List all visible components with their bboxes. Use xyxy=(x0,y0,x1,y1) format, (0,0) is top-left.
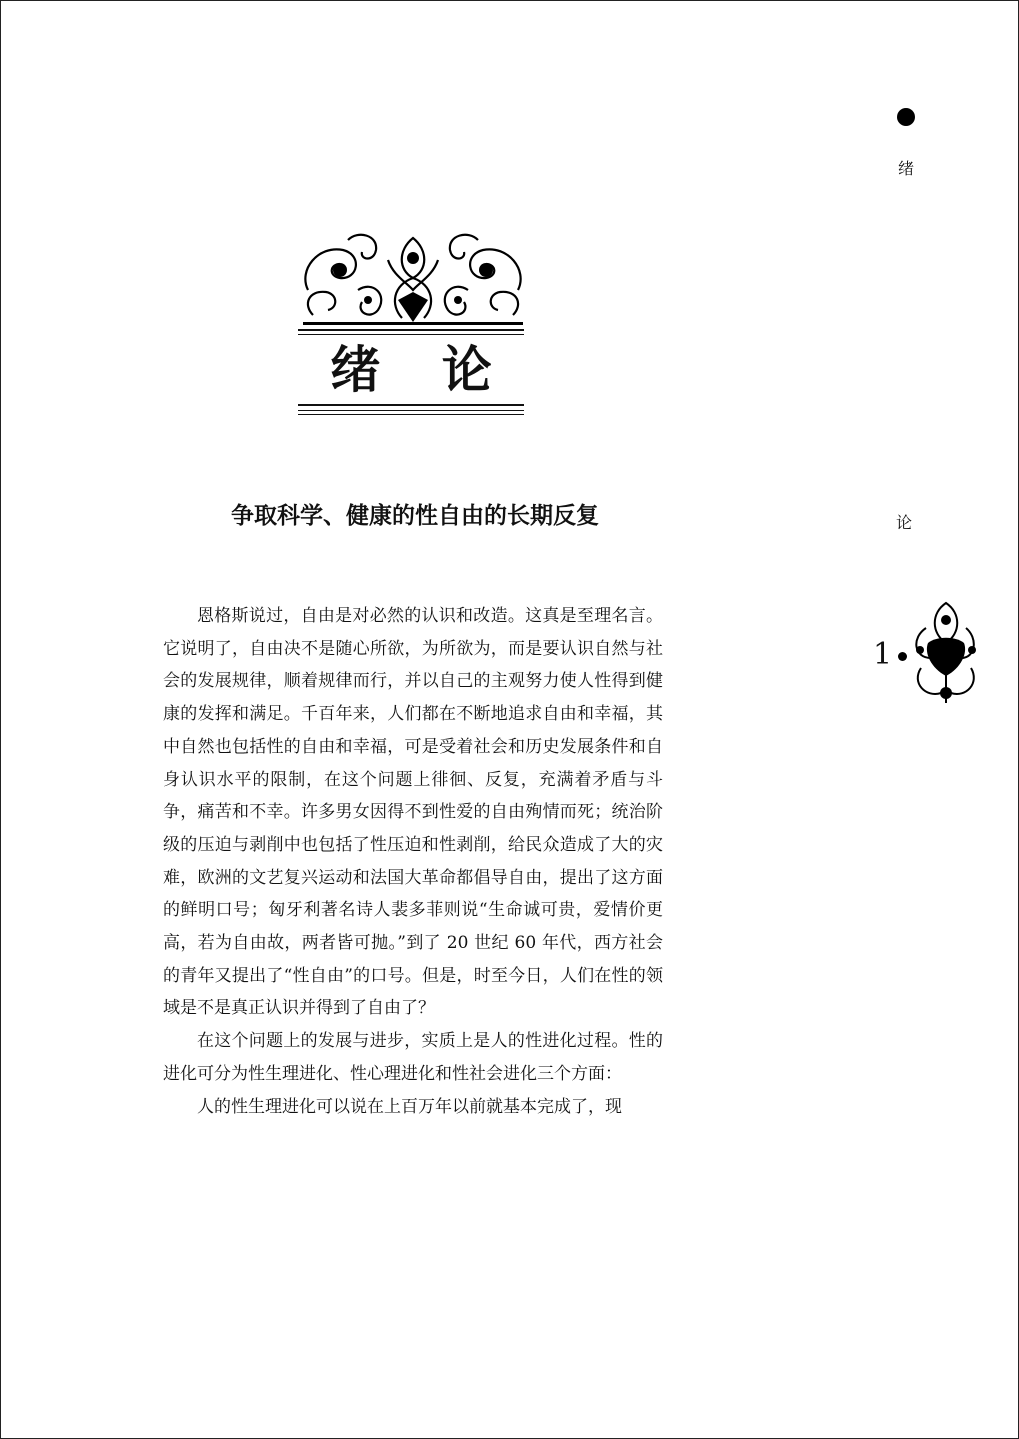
page-number: 1 xyxy=(873,637,893,672)
title-bottom-rule xyxy=(298,404,524,406)
title-bottom-rule-thin-2 xyxy=(298,414,524,415)
chapter-title: 绪 论 xyxy=(330,340,514,399)
floral-ornament-icon xyxy=(298,230,528,326)
side-floral-ornament-icon xyxy=(906,598,980,708)
title-top-rule xyxy=(298,329,524,331)
body-text xyxy=(163,600,663,1123)
bullet-icon xyxy=(897,108,915,126)
running-header-char-bottom: 论 xyxy=(896,513,913,532)
title-top-rule-thin xyxy=(298,334,524,335)
running-header-char-top: 绪 xyxy=(898,159,915,178)
paragraph: 人的性生理进化可以说在上百万年以前就基本完成了，现 xyxy=(197,1096,622,1117)
paragraph: 恩格斯说过，自由是对必然的认识和改造。这真是至理名言。它说明了，自由决不是随心所欲，为所欲为，而是要认识自然与社会的发展规律，顺着规律而行，并以自己的主观努力使人性得到健康的发挥和满足。千百年来，人们都在不断地追求自由和幸福，其中自然也包括性的自由和幸福，可是受着社会和历史发展条件和自身认识水平的限制，在这个问题上徘徊、反复，充满着矛盾与斗争，痛苦和不幸。许多男女因得不到性爱的自由殉情而死；统治阶级的压迫与剥削中也包括了性压迫和性剥削，给民众造成了大的灾难，欧洲的文艺复兴运动和法国大革命都倡导自由，提出了这方面的鲜明口号；匈牙利著名诗人裴多菲则说“生命诚可贵，爱情价更高，若为自由故，两者皆可抛。”到了 20 世纪 60 年代，西方社会的青年又提出了“性自由”的口号。但是，时至今日，人们在性的领域是不是真正认识并得到了自由了？ xyxy=(163,606,663,1019)
title-bottom-rule-thin xyxy=(298,410,524,411)
paragraph: 在这个问题上的发展与进步，实质上是人的性进化过程。性的进化可分为性生理进化、性心理进化和性社会进化三个方面： xyxy=(163,1031,663,1084)
section-subtitle: 争取科学、健康的性自由的长期反复 xyxy=(231,503,599,529)
